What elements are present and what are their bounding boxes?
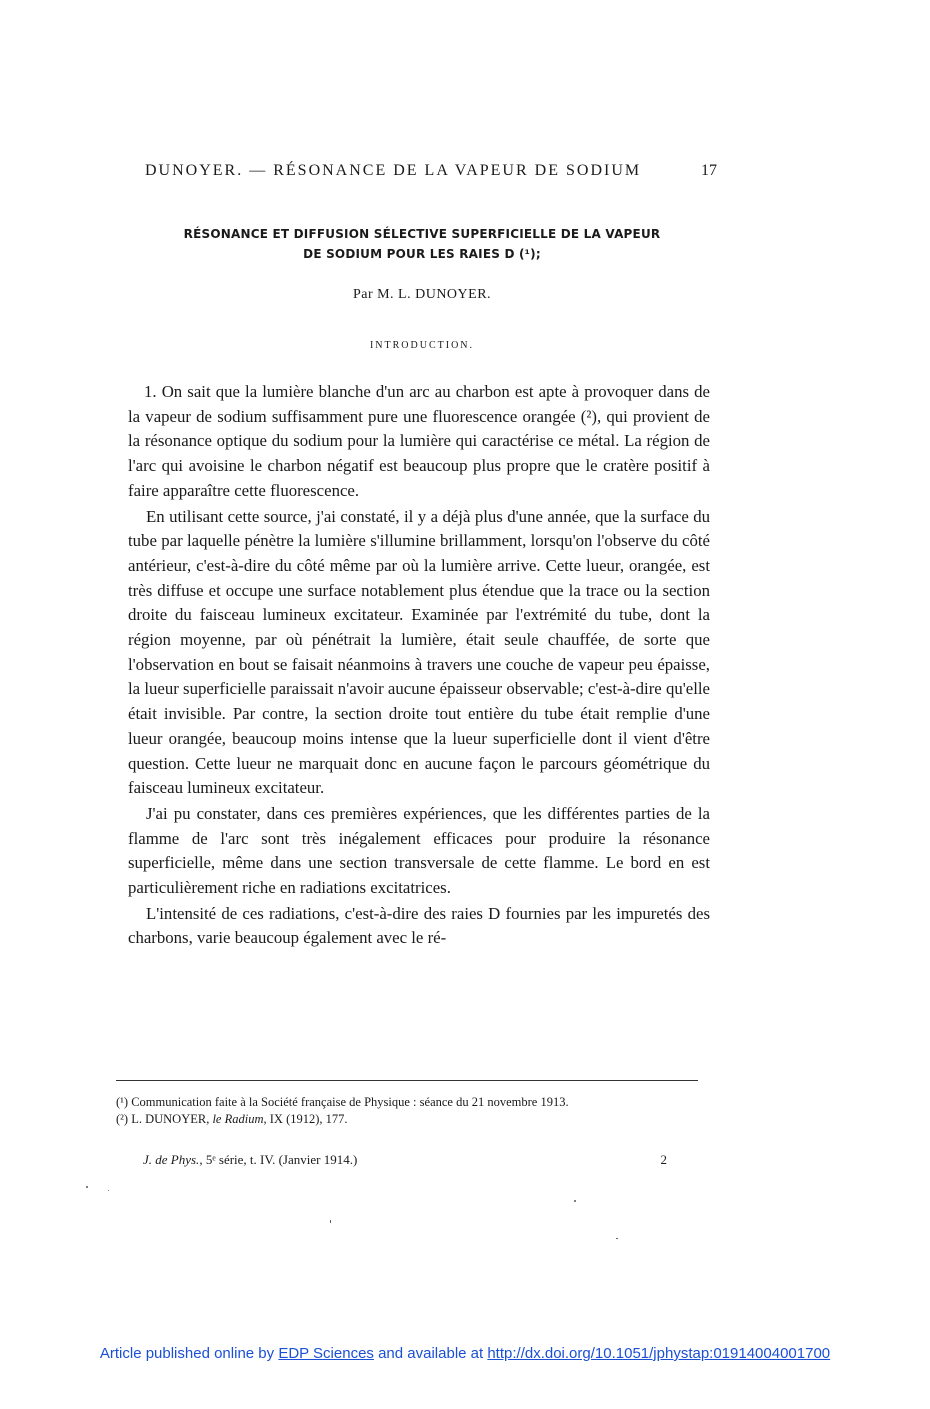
scan-speck — [86, 1186, 88, 1188]
article-title-line-2: DE SODIUM POUR LES RAIES D (¹); — [303, 247, 541, 261]
banner-middle: and available at — [373, 1345, 488, 1362]
running-header — [145, 162, 717, 180]
running-header-title: DUNOYER. — RÉSONANCE DE LA VAPEUR DE SODIUM — [145, 162, 642, 179]
author-byline: Par M. L. DUNOYER. — [352, 287, 492, 302]
paragraph-3: J'ai pu constater, dans ces premières expériences, que les différentes parties de la flamme de l'arc sont très inégalement efficaces pour produire la résonance superficielle, même dans une section transversale de cette flamme. Le bord en est particulièrement riche en radiations excitatrices. — [128, 803, 710, 898]
journal-footer — [143, 1152, 667, 1168]
scan-speck — [108, 1190, 109, 1191]
paragraph-1: 1. On sait que la lumière blanche d'un arc au charbon est apte à provoquer dans de la vapeur de sodium suffisamment pure une fluorescence orangée (²), qui provient de la résonance optique du sodium pour la lumière qui caractérise ce métal. La région de l'arc qui avoisine le charbon négatif est beaucoup plus propre que le cratère positif à faire apparaître cette fluorescence. — [128, 382, 710, 500]
scan-speck — [330, 1220, 331, 1223]
footnote-divider — [116, 1080, 698, 1081]
banner-prefix: Article published online by — [99, 1345, 279, 1362]
footnote-2-author: (²) L. DUNOYER, — [116, 1112, 213, 1126]
footnote-2-journal: le Radium — [212, 1112, 264, 1126]
publisher-link[interactable]: EDP Sciences — [278, 1345, 374, 1362]
doi-link[interactable]: http://dx.doi.org/10.1051/jphystap:01914004001700 — [487, 1345, 831, 1362]
footnotes — [116, 1094, 698, 1128]
footnote-1: (¹) Communication faite à la Société française de Physique : séance du 21 novembre 1913. — [116, 1095, 569, 1109]
footnote-2-reference: , IX (1912), 177. — [263, 1112, 348, 1126]
article-title — [128, 224, 716, 264]
scan-speck — [574, 1200, 576, 1202]
journal-citation — [143, 1152, 357, 1168]
publisher-banner — [0, 1345, 930, 1362]
journal-name: J. de Phys. — [143, 1152, 200, 1167]
article-title-line-1: RÉSONANCE ET DIFFUSION SÉLECTIVE SUPERFICIELLE DE LA VAPEUR — [183, 227, 661, 241]
paragraph-2: En utilisant cette source, j'ai constaté, il y a déjà plus d'une année, que la surface du tube par laquelle pénètre la lumière s'illumine brillamment, lorsqu'on l'observe du côté antérieur, c'est-à-dire du côté même par où la lumière arrive. Cette lueur, orangée, est très diffuse et occupe une surface notablement plus étendue que la trace ou la section droite du faisceau lumineux excitateur. Examinée par l'extrémité du tube, dont la région moyenne, par où pénétrait la lumière, était seule chauffée, de sorte que l'observation en bout se faisait néanmoins à travers une couche de vapeur peu épaisse, la lueur superficielle paraissait n'avoir aucune épaisseur observable; c'est-à-dire qu'elle était invisible. Par contre, la section droite tout entière du tube était remplie d'une lueur orangée, beaucoup moins intense que la lueur superficielle dont il vient d'être question. Cette lueur ne marquait donc en aucune façon le parcours géométrique du faisceau lumineux excitateur. — [128, 506, 710, 798]
journal-issue: , 5ᵉ série, t. IV. (Janvier 1914.) — [199, 1152, 358, 1167]
page-number: 17 — [701, 162, 717, 179]
body-text — [128, 380, 710, 952]
section-heading: INTRODUCTION. — [369, 340, 475, 351]
sheet-number: 2 — [660, 1152, 667, 1167]
paragraph-4: L'intensité de ces radiations, c'est-à-dire des raies D fournies par les impuretés des charbons, varie beaucoup également avec le ré- — [128, 903, 710, 948]
footnote-2 — [116, 1111, 698, 1128]
scan-speck — [616, 1238, 618, 1239]
